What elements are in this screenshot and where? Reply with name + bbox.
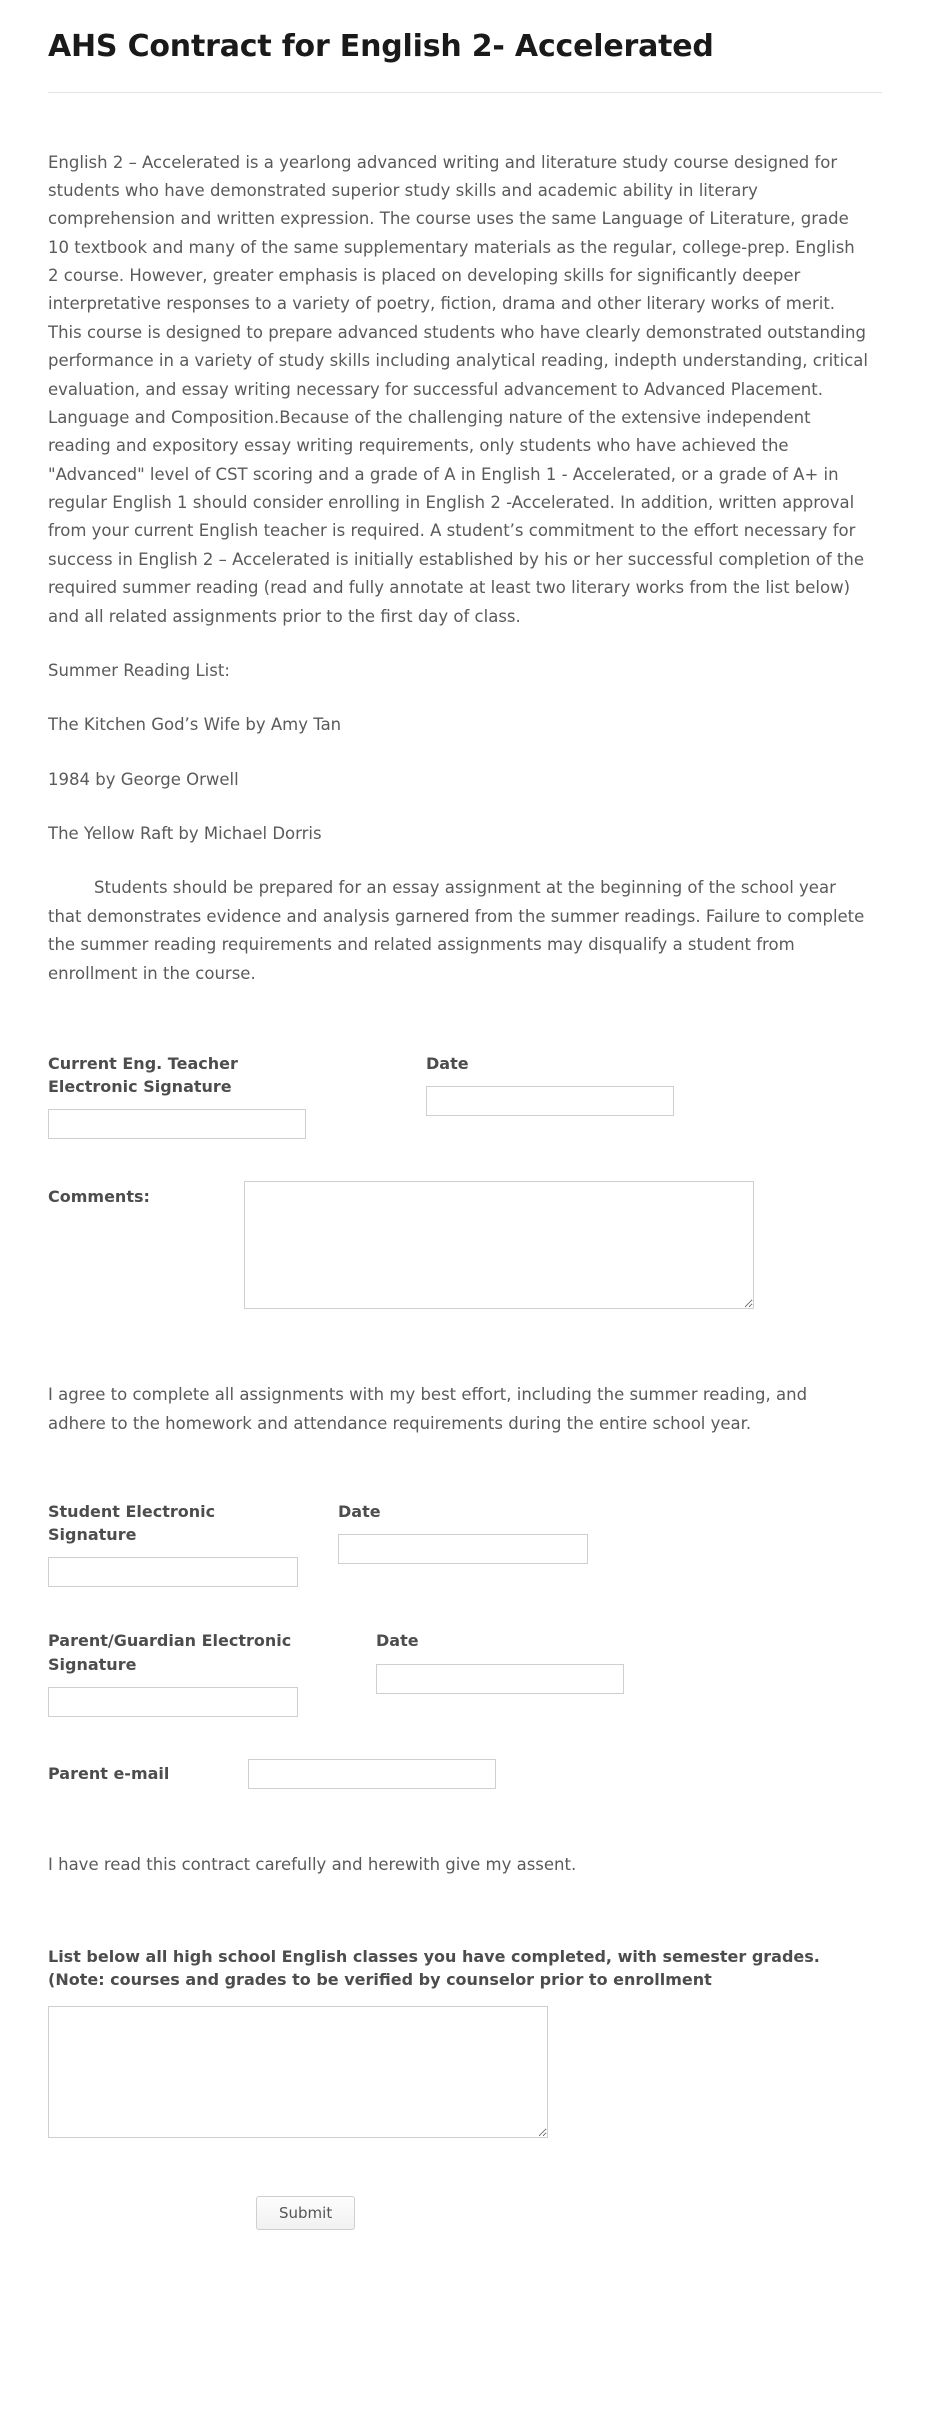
classes-completed-label: List below all high school English classes you have completed, with semester grades. (Note: courses and grades to be verified by counselor prior to enrollment — [48, 1947, 820, 1990]
assent-paragraph: I have read this contract carefully and herewith give my assent. — [48, 1854, 577, 1874]
agreement-block — [48, 1381, 882, 1438]
submit-row — [48, 2196, 882, 2230]
teacher-signature-label: Current Eng. Teacher Electronic Signature — [48, 1053, 238, 1097]
contract-body — [48, 149, 882, 988]
teacher-date-label: Date — [426, 1053, 469, 1073]
teacher-date-group — [426, 1052, 674, 1116]
reading-list-heading: Summer Reading List: — [48, 660, 230, 680]
comments-label: Comments: — [48, 1187, 150, 1207]
student-signature-row — [48, 1500, 882, 1587]
intro-paragraph: English 2 – Accelerated is a yearlong advanced writing and literature study course designed for students who have demonstrated superior study skills and academic ability in literary comprehension and written expression. The course uses the same Language of Literature, grade 10 textbook and many of the same supplementary materials as the regular, college-prep. English 2 course. However, greater emphasis is placed on developing skills for significantly deeper interpretative responses to a variety of poetry, fiction, drama and other literary works of merit. This course is designed to prepare advanced students who have clearly demonstrated outstanding performance in a variety of study skills including analytical reading, indepth understanding, critical evaluation, and essay writing necessary for successful advancement to Advanced Placement. Language and Composition.Because of the challenging nature of the extensive independent reading and expository essay writing requirements, only students who have achieved the "Advanced" level of CST scoring and a grade of A in English 1 - Accelerated, or a grade of A+ in regular English 1 should consider enrolling in English 2 -Accelerated. In addition, written approval from your current English teacher is required. A student’s commitment to the effort necessary for success in English 2 – Accelerated is initially established by his or her successful completion of the required summer reading (read and fully annotate at least two literary works from the list below) and all related assignments prior to the first day of class. — [48, 152, 868, 626]
comments-textarea[interactable] — [244, 1181, 754, 1309]
parent-signature-input[interactable] — [48, 1687, 298, 1717]
student-signature-label: Student Electronic Signature — [48, 1502, 216, 1545]
essay-paragraph: Students should be prepared for an essay assignment at the beginning of the school year that demonstrates evidence and analysis garnered from the summer readings. Failure to complete the summer reading requirements and related assignments may disqualify a student from enrollment in the course. — [48, 878, 865, 983]
student-date-group — [338, 1500, 588, 1564]
parent-signature-group — [48, 1629, 298, 1716]
title-divider — [48, 92, 882, 93]
agreement-paragraph: I agree to complete all assignments with my best effort, including the summer reading, and adhere to the homework and attendance requirements during the entire school year. — [48, 1385, 808, 1433]
parent-email-row — [48, 1759, 882, 1789]
reading-list-item: The Yellow Raft by Michael Dorris — [48, 824, 322, 843]
student-signature-input[interactable] — [48, 1557, 298, 1587]
reading-list-item: The Kitchen God’s Wife by Amy Tan — [48, 715, 342, 735]
student-signature-group — [48, 1500, 298, 1587]
comments-row — [48, 1181, 882, 1309]
parent-date-label: Date — [376, 1631, 419, 1651]
assent-block — [48, 1851, 882, 1879]
student-date-label: Date — [338, 1502, 381, 1521]
teacher-signature-group — [48, 1052, 306, 1139]
contract-form-page — [0, 28, 930, 2290]
page-title: AHS Contract for English 2- Accelerated — [48, 29, 714, 64]
parent-email-label-wrap — [48, 1762, 248, 1785]
parent-date-group — [376, 1629, 624, 1693]
reading-list-item: 1984 by George Orwell — [48, 769, 239, 789]
parent-email-input[interactable] — [248, 1759, 496, 1789]
parent-email-label: Parent e-mail — [48, 1764, 170, 1784]
parent-signature-label: Parent/Guardian Electronic Signature — [48, 1631, 292, 1674]
classes-completed-block — [48, 1945, 882, 2137]
teacher-date-input[interactable] — [426, 1086, 674, 1116]
teacher-signature-row — [48, 1052, 882, 1139]
classes-completed-textarea[interactable] — [48, 2006, 548, 2138]
teacher-signature-input[interactable] — [48, 1109, 306, 1139]
parent-date-input[interactable] — [376, 1664, 624, 1694]
parent-signature-row — [48, 1629, 882, 1716]
submit-button[interactable]: Submit — [256, 2196, 355, 2230]
comments-label-wrap — [48, 1181, 244, 1208]
student-date-input[interactable] — [338, 1534, 588, 1564]
